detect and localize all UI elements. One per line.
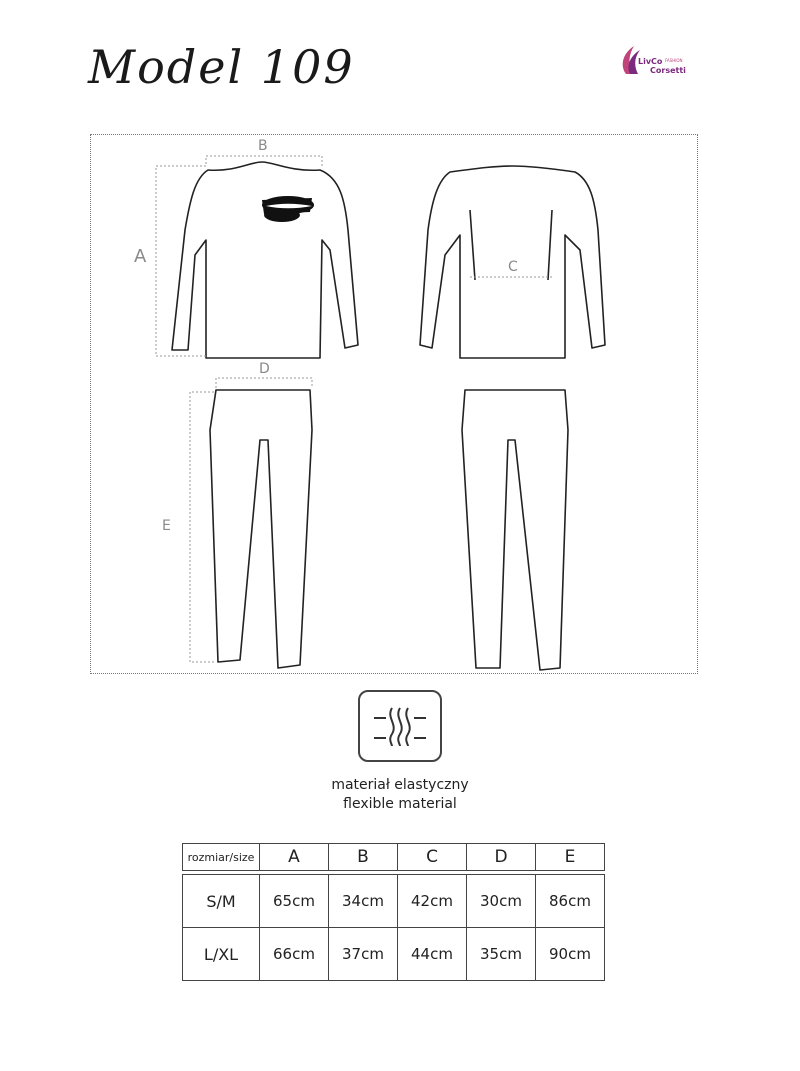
column-header-e: E xyxy=(536,844,605,871)
size-table xyxy=(182,843,605,981)
dim-label-b: B xyxy=(258,138,268,154)
table-cell: 30cm xyxy=(467,875,536,928)
brand-name-line1: LivCo xyxy=(638,57,663,66)
material-label-en: flexible material xyxy=(343,796,457,812)
brand-name-line2: Corsetti xyxy=(650,66,686,75)
table-row xyxy=(183,875,605,928)
column-header-d: D xyxy=(467,844,536,871)
column-header-b: B xyxy=(329,844,398,871)
table-cell: 35cm xyxy=(467,928,536,981)
table-corner-cell: rozmiar/size xyxy=(183,844,260,871)
stretch-waves-icon xyxy=(360,692,440,760)
table-cell: 90cm xyxy=(536,928,605,981)
column-header-c: C xyxy=(398,844,467,871)
table-cell: 44cm xyxy=(398,928,467,981)
dim-label-a: A xyxy=(134,246,147,267)
dim-d-line xyxy=(216,378,312,388)
back-seam-left xyxy=(470,210,475,280)
dim-label-d: D xyxy=(259,361,270,377)
back-seam-right xyxy=(548,210,552,280)
brand-tag: FASHION xyxy=(665,58,683,63)
page-title: Model 109 xyxy=(88,40,355,94)
column-header-a: A xyxy=(260,844,329,871)
table-cell: 86cm xyxy=(536,875,605,928)
material-label-pl: materiał elastyczny xyxy=(331,777,469,793)
table-cell: 65cm xyxy=(260,875,329,928)
elastic-material-icon xyxy=(358,690,442,762)
table-cell: 42cm xyxy=(398,875,467,928)
table-cell: 34cm xyxy=(329,875,398,928)
back-pants-outline xyxy=(462,390,568,670)
table-cell: 66cm xyxy=(260,928,329,981)
lips-print xyxy=(262,196,314,222)
front-pants-outline xyxy=(210,390,312,668)
front-top-outline xyxy=(172,162,358,358)
dim-label-e: E xyxy=(162,518,171,534)
table-row xyxy=(183,928,605,981)
dim-label-c: C xyxy=(508,259,518,275)
dim-e-line xyxy=(190,392,216,662)
size-label: L/XL xyxy=(183,928,260,981)
table-cell: 37cm xyxy=(329,928,398,981)
table-header-row xyxy=(183,844,605,871)
size-label: S/M xyxy=(183,875,260,928)
